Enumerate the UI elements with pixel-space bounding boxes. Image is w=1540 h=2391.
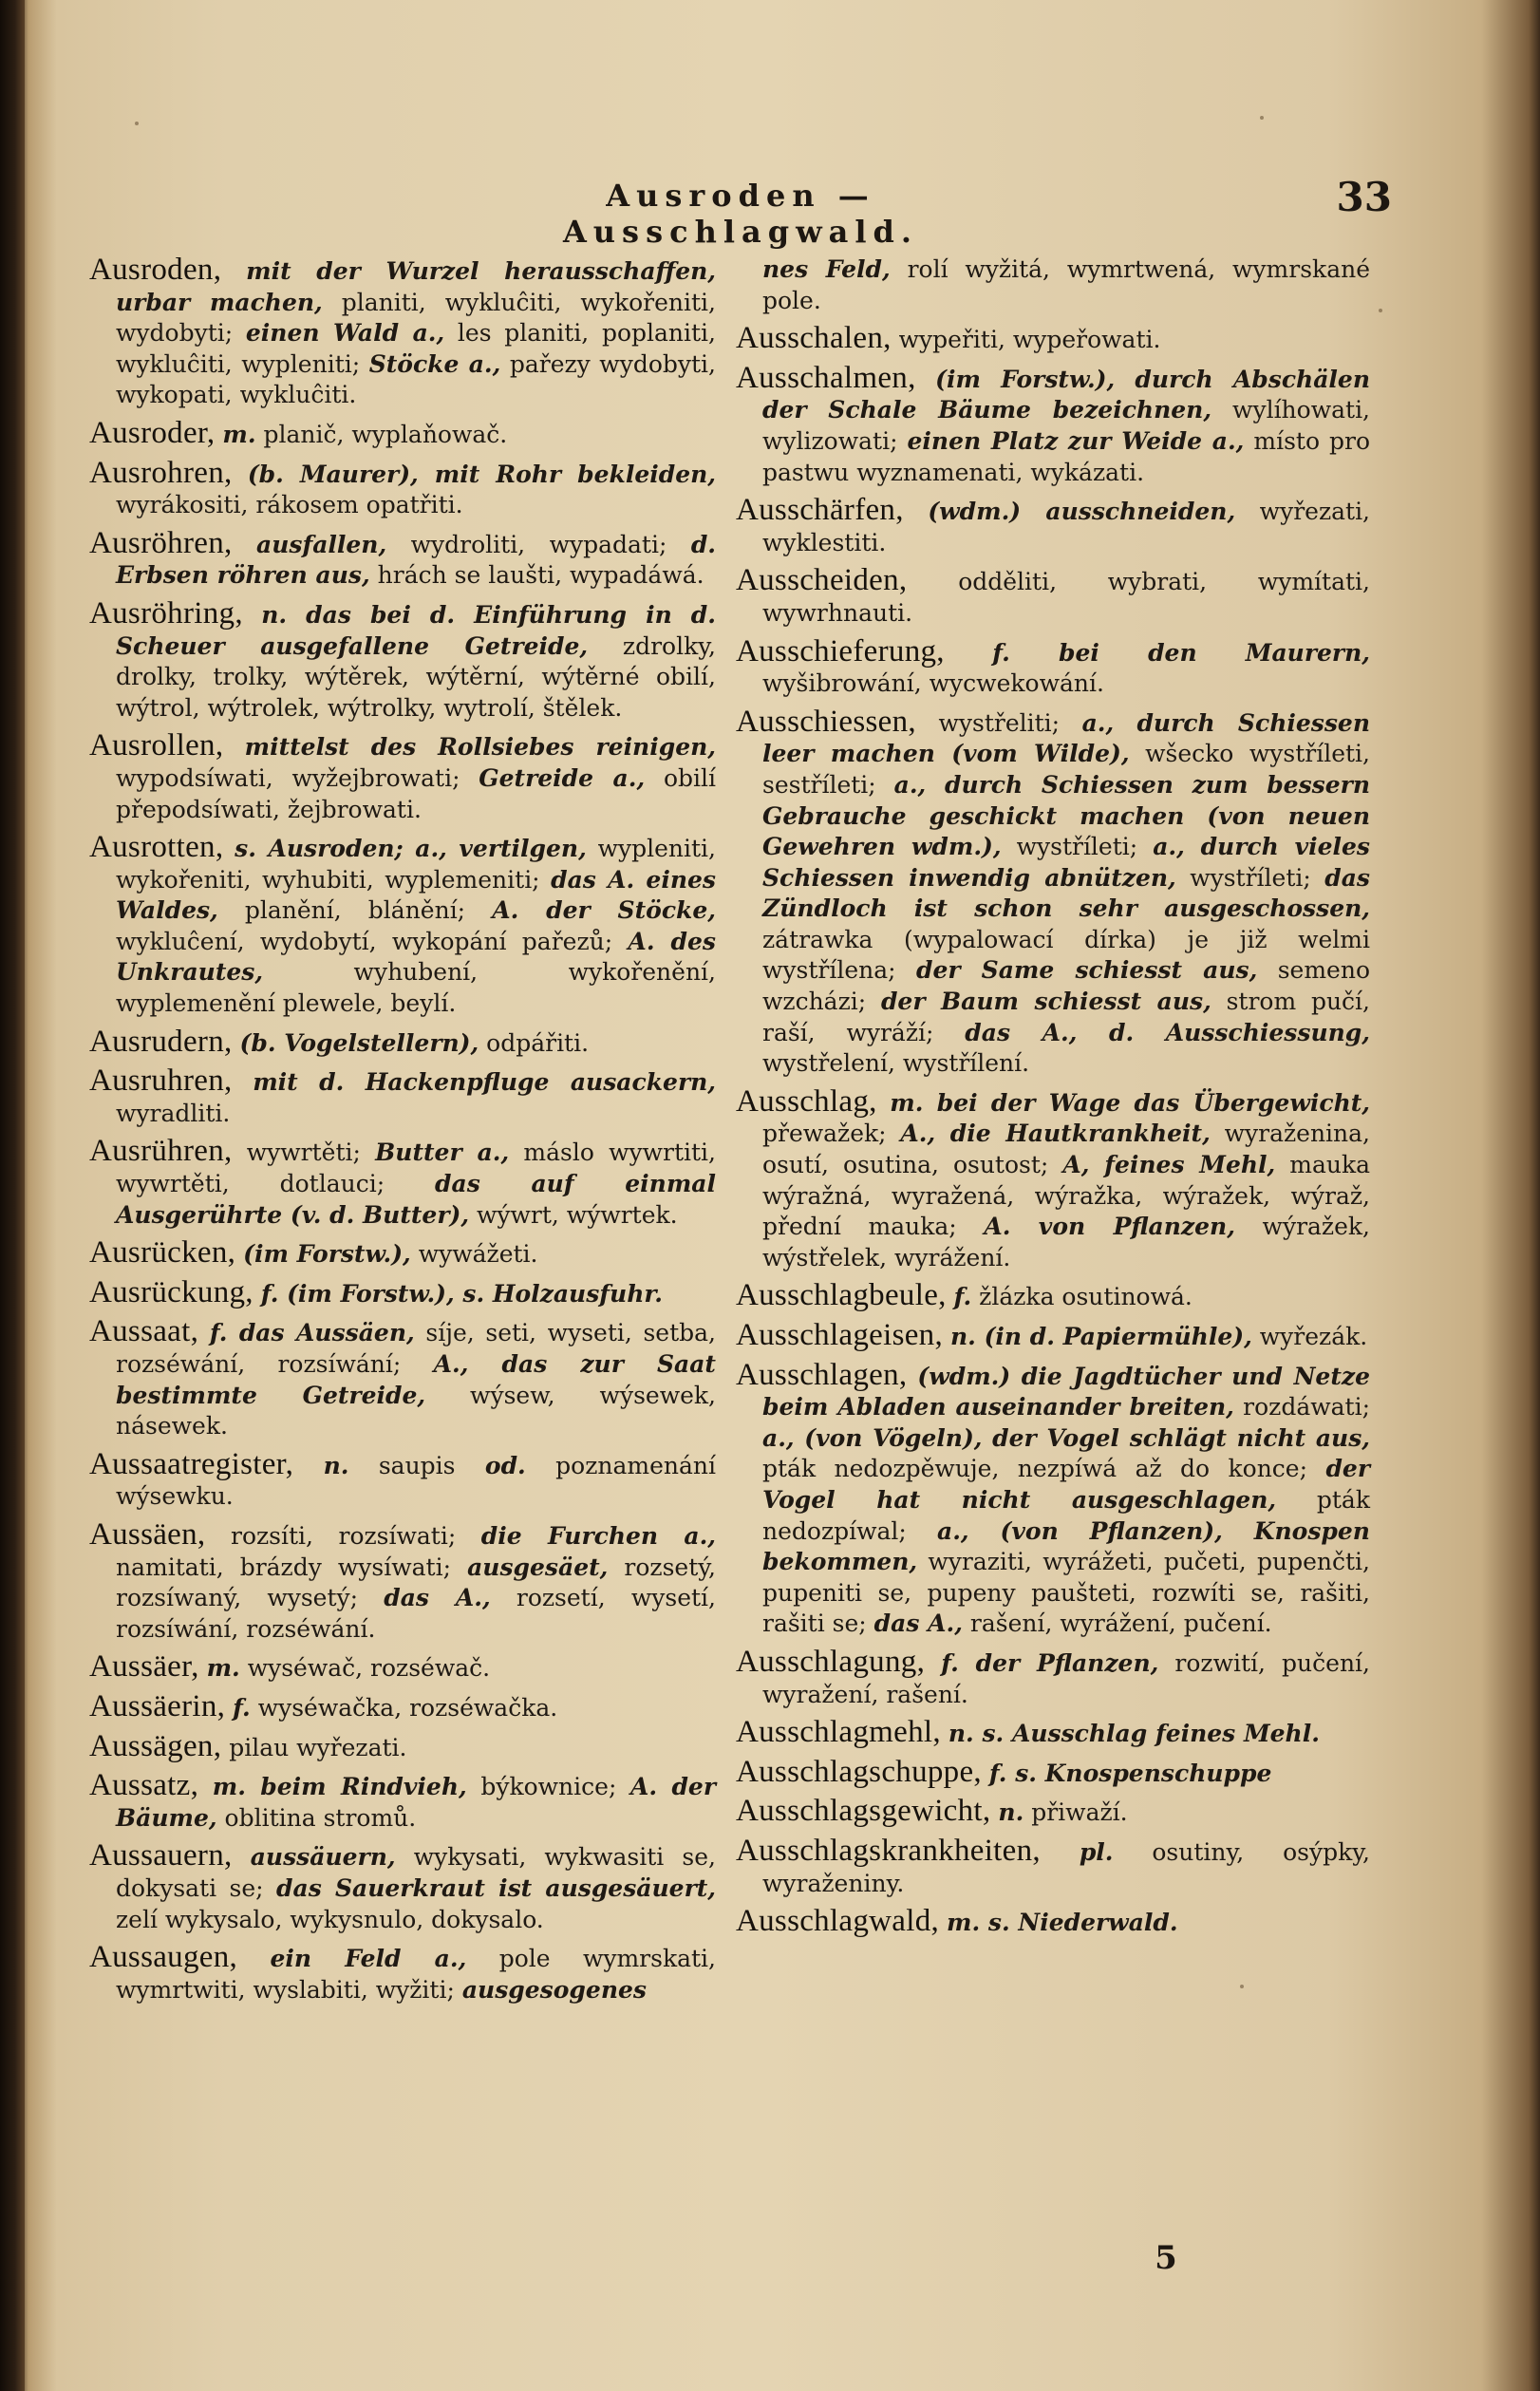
czech-text: wykluĉení, wydobytí, wykopání pařezů; [116,927,629,955]
german-text: A. des Unkrautes, [116,927,716,987]
dictionary-entry [89,1516,717,1645]
czech-text [925,1649,941,1677]
entry-headword: Aussäer, [89,1649,199,1685]
dictionary-entry [89,1942,716,2005]
czech-text: wywážeti. [410,1240,538,1269]
entry-headword: Ausschlagung, [736,1644,926,1679]
czech-text [1041,1838,1080,1866]
czech-text: wyséwač, rozséwač. [239,1654,491,1683]
czech-text [916,366,935,393]
dictionary-entry [736,1796,1370,1829]
entry-headword: Aussaat, [89,1314,199,1349]
czech-text [235,1240,243,1268]
entry-headword: Aussaatregister, [89,1446,294,1481]
german-text: (im Forstw.), [243,1240,411,1269]
german-text: (wdm.) ausschneiden, [928,498,1236,526]
dictionary-entry [89,1026,716,1060]
czech-text: pařezy wydobyti, wykopati, wykluĉiti. [116,349,716,409]
german-text: ausgesogenes [461,1975,647,2004]
german-text: Getreide a., [479,763,646,792]
dictionary-entry [89,1237,716,1271]
czech-text: wywrtěti; [232,1139,376,1167]
entry-headword: Ausschlagskrankheiten, [736,1833,1041,1868]
german-text: (b. Maurer), mit Rohr bekleiden, [247,460,716,488]
czech-text: wyraženina, osutí, osutina, osutost; [762,1120,1370,1179]
czech-text: semeno wzcházi; [762,956,1370,1016]
czech-text [223,835,235,862]
dictionary-entry [89,1136,716,1231]
dictionary-entry [736,1357,1371,1640]
page-number: 33 [1336,174,1392,220]
czech-text: přiwaží. [1024,1798,1128,1827]
german-text: A. von Pflanzen, [984,1213,1235,1241]
czech-text: pták nedozpěwuje, nezpíwá až do konce; [762,1455,1326,1483]
entry-headword: Ausruhren, [89,1064,233,1099]
czech-text [233,1029,240,1057]
german-text: A, feines Mehl, [1062,1151,1276,1179]
czech-text: rašení, wyrážení, pučení. [962,1610,1272,1638]
german-text: das A., [873,1610,963,1638]
entry-headword: Ausschlagschuppe, [736,1754,982,1789]
czech-text: wystříleti; [1001,833,1154,861]
entry-headword: Ausschlagwald, [736,1904,940,1939]
czech-text: strom pučí, raší, wyráží; [762,988,1370,1046]
czech-text [904,498,929,525]
entry-headword: Ausroden, [89,253,222,287]
entry-headword: Ausschlagsgewicht, [736,1794,991,1829]
czech-text [947,1283,954,1310]
german-text: n. [998,1798,1024,1827]
right-column [736,254,1370,1946]
german-text: f. das Aussäen, [209,1319,415,1347]
german-text: Butter a., [375,1139,510,1167]
czech-text: přewažek; [762,1120,901,1148]
czech-text: rozwití, pučení, wyražení, rašení. [762,1648,1370,1708]
entry-headword: Ausschlageisen, [736,1318,944,1352]
dictionary-entry [89,1770,716,1834]
dictionary-entry [736,1083,1371,1274]
entry-headword: Ausröhren, [89,525,233,560]
czech-text: wypeřiti, wypeřowati. [891,326,1161,354]
czech-text: wystříleti; [1175,863,1325,892]
entry-headword: Aussatz, [89,1768,199,1803]
czech-text: wyřezák. [1251,1323,1368,1350]
dictionary-entry [89,730,716,825]
german-text: s. Ausroden; a., vertilgen, [235,835,587,863]
entry-headword: Ausschlagbeule, [736,1278,947,1313]
german-text: (b. Vogelstellern), [239,1028,479,1057]
czech-text: wyraziti, wyrážeti, pučeti, pupenčti, pupeniti se, pupeny paušteti, rozwíti se, rašiti, rašiti se; [762,1548,1370,1638]
german-text: das Sauerkraut ist ausgesäuert, [276,1873,716,1902]
german-text: m. bei der Wage das Übergewicht, [890,1088,1370,1117]
german-text: (im Forstw.), durch Abschälen der Schale Bäume bezeichnen, [762,365,1370,424]
signature-mark: 5 [1155,2239,1177,2277]
czech-text: wyšibrowání, wycwekowání. [762,669,1104,698]
czech-text [293,1452,323,1479]
czech-text: hrách se laušti, wypadáwá. [369,561,704,590]
czech-text: planění, blánění; [217,896,493,925]
german-text: f. bei den Maurern, [992,638,1370,667]
german-text: die Furchen a., [480,1521,716,1550]
czech-text: wykysati, wykwasiti se, dokysati se; [116,1843,716,1902]
dictionary-entry [736,495,1370,558]
german-text: n. s. Ausschlag feines Mehl. [948,1720,1320,1748]
dictionary-entry [736,633,1370,700]
running-header: Ausroden — Ausschlagwald. [562,178,919,250]
entry-headword: Ausrückung, [89,1274,254,1309]
czech-text [199,1654,207,1682]
german-text: f. [953,1283,972,1311]
paper-speck [1240,1985,1244,1988]
czech-text: oblitina stromů. [216,1803,417,1832]
czech-text [225,1694,233,1722]
czech-text: rozsetý, rozsíwaný, wysetý; [116,1553,717,1612]
german-text: n. das bei d. Einführung in d. Scheuer ausgefallene Getreide, [116,600,716,660]
czech-text: rozsetí, wysetí, rozsíwání, rozséwání. [116,1584,716,1643]
german-text: n. [323,1451,349,1479]
german-text: nes Feld, [762,255,891,283]
czech-text: pták nedozpíwal; [762,1485,1370,1545]
german-text: ausfallen, [256,530,387,558]
czech-text: wystřelení, wystřílení. [762,1049,1030,1078]
dictionary-entry [736,565,1370,629]
entry-headword: Aussäerin, [89,1688,226,1723]
german-text: ein Feld a., [270,1945,467,1973]
entry-headword: Ausrotten, [89,830,224,865]
entry-headword: Aussauern, [89,1838,233,1873]
german-text: der Baum schiesst aus, [880,988,1211,1016]
german-text: a., durch Schiessen zum bessern Gebrauche geschickt machen (von neuen Gewehren wdm.), [762,770,1370,861]
dictionary-entry [89,1728,716,1764]
czech-text [233,531,256,558]
german-text: das A., d. Ausschiessung, [965,1018,1370,1046]
book-binding [0,0,25,2391]
dictionary-entry [89,1446,716,1513]
czech-text: rolí wyžitá, wymrtwená, wymrskané pole. [762,255,1370,314]
dictionary-entry [89,455,716,521]
czech-text: wýražek, wýstřelek, wyrážení. [762,1213,1370,1271]
czech-text: obilí přepodsíwati, žejbrowati. [116,763,716,823]
czech-text: rozsíti, rozsíwati; [205,1521,481,1550]
german-text: A., das zur Saat bestimmte Getreide, [116,1350,716,1409]
german-text: (wdm.) die Jagdtücher und Netze beim Abladen auseinander breiten, [762,1362,1370,1421]
czech-text: místo pro pastwu wyznamenati, wykázati. [762,426,1370,486]
german-text: das A. eines Waldes, [116,865,716,925]
entry-headword: Ausscheiden, [736,563,908,598]
paper-speck [1260,116,1264,120]
czech-text: býkownice; [466,1773,630,1801]
czech-text: wyhubení, wykořenění, wyplemenění plewele, beylí. [116,958,716,1018]
entry-headword: Ausrühren, [89,1134,233,1169]
entry-headword: Ausschlag, [736,1083,877,1119]
german-text: m. [206,1654,240,1683]
german-text: f. (im Forstw.), s. Holzausfuhr. [260,1279,663,1308]
entry-headword: Aussaugen, [89,1940,238,1975]
german-text: f. [233,1693,251,1722]
dictionary-entry [736,1906,1370,1939]
czech-text: pole wymrskati, wymrtwiti, wyslabiti, wyžiti; [116,1945,717,2004]
german-text: mittelst des Rollsiebes reinigen, [244,733,717,762]
german-text: a., durch Schiessen leer machen (vom Wilde), [762,708,1371,768]
german-text: a., (von Pflanzen), Knospen bekommen, [762,1516,1370,1576]
czech-text [243,601,261,629]
german-text: d. Erbsen röhren aus, [116,530,716,590]
entry-headword: Ausrohren, [89,455,233,490]
dictionary-entry [736,1280,1370,1313]
entry-headword: Aussägen, [89,1728,222,1763]
czech-text: wyradliti. [116,1099,231,1127]
entry-headword: Ausröhring, [89,595,243,631]
czech-text: saupis [348,1451,485,1479]
entry-headword: Ausrollen, [89,728,224,763]
dictionary-entry [89,1840,716,1935]
czech-text: les planiti, poplaniti, wykluĉiti, wypleniti; [116,319,716,378]
dictionary-entry [89,1065,716,1129]
entry-headword: Ausschalmen, [736,360,916,395]
paper-speck [1379,309,1382,312]
czech-text: odpářiti. [479,1028,590,1057]
czech-text: wyřezati, wyklestiti. [762,498,1371,556]
czech-text [254,1280,261,1308]
dictionary-entry [89,254,716,411]
entry-headword: Ausrücken, [89,1235,236,1271]
german-text: mit d. Hackenpfluge ausackern, [253,1068,716,1097]
german-text: der Vogel hat nicht ausgeschlagen, [762,1455,1370,1514]
czech-text [233,1068,254,1096]
german-text: m. beim Rindvieh, [212,1773,467,1801]
czech-text [237,1945,270,1972]
german-text: das auf einmal Ausgerührte (v. d. Butter), [116,1170,716,1229]
left-column [89,254,716,2012]
czech-text: wydroliti, wypadati; [386,530,691,558]
dictionary-entry [736,706,1370,1080]
dictionary-entry [89,1316,716,1441]
german-text: m. [222,420,256,448]
czech-text: namitati, brázdy wysíwati; [116,1553,468,1581]
czech-text [945,639,992,667]
czech-text [198,1319,210,1346]
german-text: Stöcke a., [368,349,501,378]
dictionary-entry [89,595,716,724]
dictionary-entry [736,1754,1370,1790]
german-text: a., durch vieles Schiessen inwendig abnützen, [762,833,1370,892]
czech-text: rozdáwati; [1233,1393,1371,1421]
german-text: A. der Bäume, [116,1773,717,1832]
dictionary-entry [736,360,1371,488]
czech-text: planič, wyplaňowač. [255,420,508,448]
czech-text: mauka wýražná, wyražená, wýražka, wýražek, wýraž, přední mauka; [762,1151,1371,1241]
german-text: n. (in d. Papiermühle), [950,1323,1252,1350]
german-text: einen Platz zur Weide a., [907,426,1245,455]
czech-text [221,257,246,285]
german-text: f. der Pflanzen, [941,1648,1159,1677]
entry-headword: Ausroder, [89,415,216,450]
czech-text: wyséwačka, rozséwačka. [250,1693,558,1722]
czech-text: poznamenání wýsewku. [116,1451,716,1511]
czech-text [233,1843,251,1871]
german-text: a., (von Vögeln), der Vogel schlägt nicht aus, [762,1423,1370,1452]
czech-text: wylíhowati, wylizowati; [762,396,1371,455]
czech-text: wystřeliti; [915,708,1082,737]
dictionary-entry [736,323,1370,356]
german-text: der Same schiesst aus, [915,956,1258,985]
entry-headword: Aussäen, [89,1516,206,1552]
german-text: A., die Hautkrankheit, [900,1120,1211,1148]
czech-text [943,1323,950,1350]
paper-speck [135,122,139,125]
german-text: od. [484,1451,526,1479]
entry-headword: Ausschalen, [736,321,892,356]
dictionary-entry [736,1644,1370,1710]
entry-headword: Ausschlagmehl, [736,1715,941,1750]
dictionary-entry [89,1688,716,1724]
german-text: m. s. Niederwald. [947,1909,1178,1937]
czech-text [982,1760,989,1787]
czech-text: wypleniti, wykořeniti, wyhubiti, wyplemeniti; [116,835,716,894]
dictionary-entry [89,525,716,592]
german-text: f. s. Knospenschuppe [988,1759,1272,1787]
czech-text: zátrawka (wypalowací dírka) je již welmi wystřílena; [762,925,1370,985]
czech-text: osutiny, osýpky, wyraženiny. [762,1837,1370,1897]
czech-text [941,1720,948,1747]
entry-headword: Ausschiessen, [736,704,916,739]
czech-text: zelí wykysalo, wykysnulo, dokysalo. [116,1905,544,1933]
czech-text: pilau wyřezati. [221,1733,407,1761]
entry-headword: Ausschieferung, [736,633,945,668]
czech-text [877,1089,891,1117]
czech-text: máslo wywrtiti, wywrtěti, dotlauci; [116,1139,716,1198]
czech-text [939,1909,947,1936]
czech-text: zdrolky, drolky, trolky, wýtěrek, wýtěrní, wýtěrné obilí, wýtrol, wýtrolek, wýtrolky, wytrolí, štělek. [116,631,716,722]
entry-headword: Ausrudern, [89,1024,233,1059]
german-text: das Zündloch ist schon sehr ausgeschossen, [762,863,1370,923]
german-text: A. der Stöcke, [492,896,716,925]
german-text: ausgesäet, [467,1553,609,1581]
czech-text: žlázka osutinowá. [971,1283,1193,1311]
czech-text: síje, seti, wyseti, setba, rozséwání, rozsíwání; [116,1319,717,1378]
entry-headword: Ausschlagen, [736,1357,908,1392]
czech-text: wýsew, wýsewek, násewek. [116,1381,716,1440]
german-text: mit der Wurzel herausschaffen, urbar machen, [116,257,716,316]
entry-headword: Ausschärfen, [736,493,904,528]
czech-text: wyrákositi, rákosem opatřiti. [116,491,463,519]
czech-text [223,733,244,761]
dictionary-entry [736,1717,1370,1750]
dictionary-entry [736,1320,1370,1353]
czech-text [198,1773,213,1800]
german-text: einen Wald a., [245,319,445,348]
dictionary-entry [89,415,716,451]
german-text: pl. [1079,1837,1114,1866]
czech-text: wýwrt, wýwrtek. [469,1200,678,1229]
czech-text: odděliti, wybrati, wymítati, wywrhnauti. [762,568,1370,627]
dictionary-entry [89,1651,716,1685]
czech-text: planiti, wykluĉiti, wykořeniti, wydobyti; [116,288,716,348]
german-text: das A., [384,1584,491,1612]
dictionary-entry [89,832,716,1020]
czech-text: wypodsíwati, wyžejbrowati; [116,763,479,792]
dictionary-entry [736,1833,1370,1899]
dictionary-entry [89,1274,716,1310]
german-text: aussäuern, [250,1843,396,1872]
czech-text [233,461,248,488]
dictionary-entry [736,254,1370,316]
czech-text [907,1363,917,1390]
czech-text: wšecko wystříleti, sestříleti; [762,740,1370,799]
